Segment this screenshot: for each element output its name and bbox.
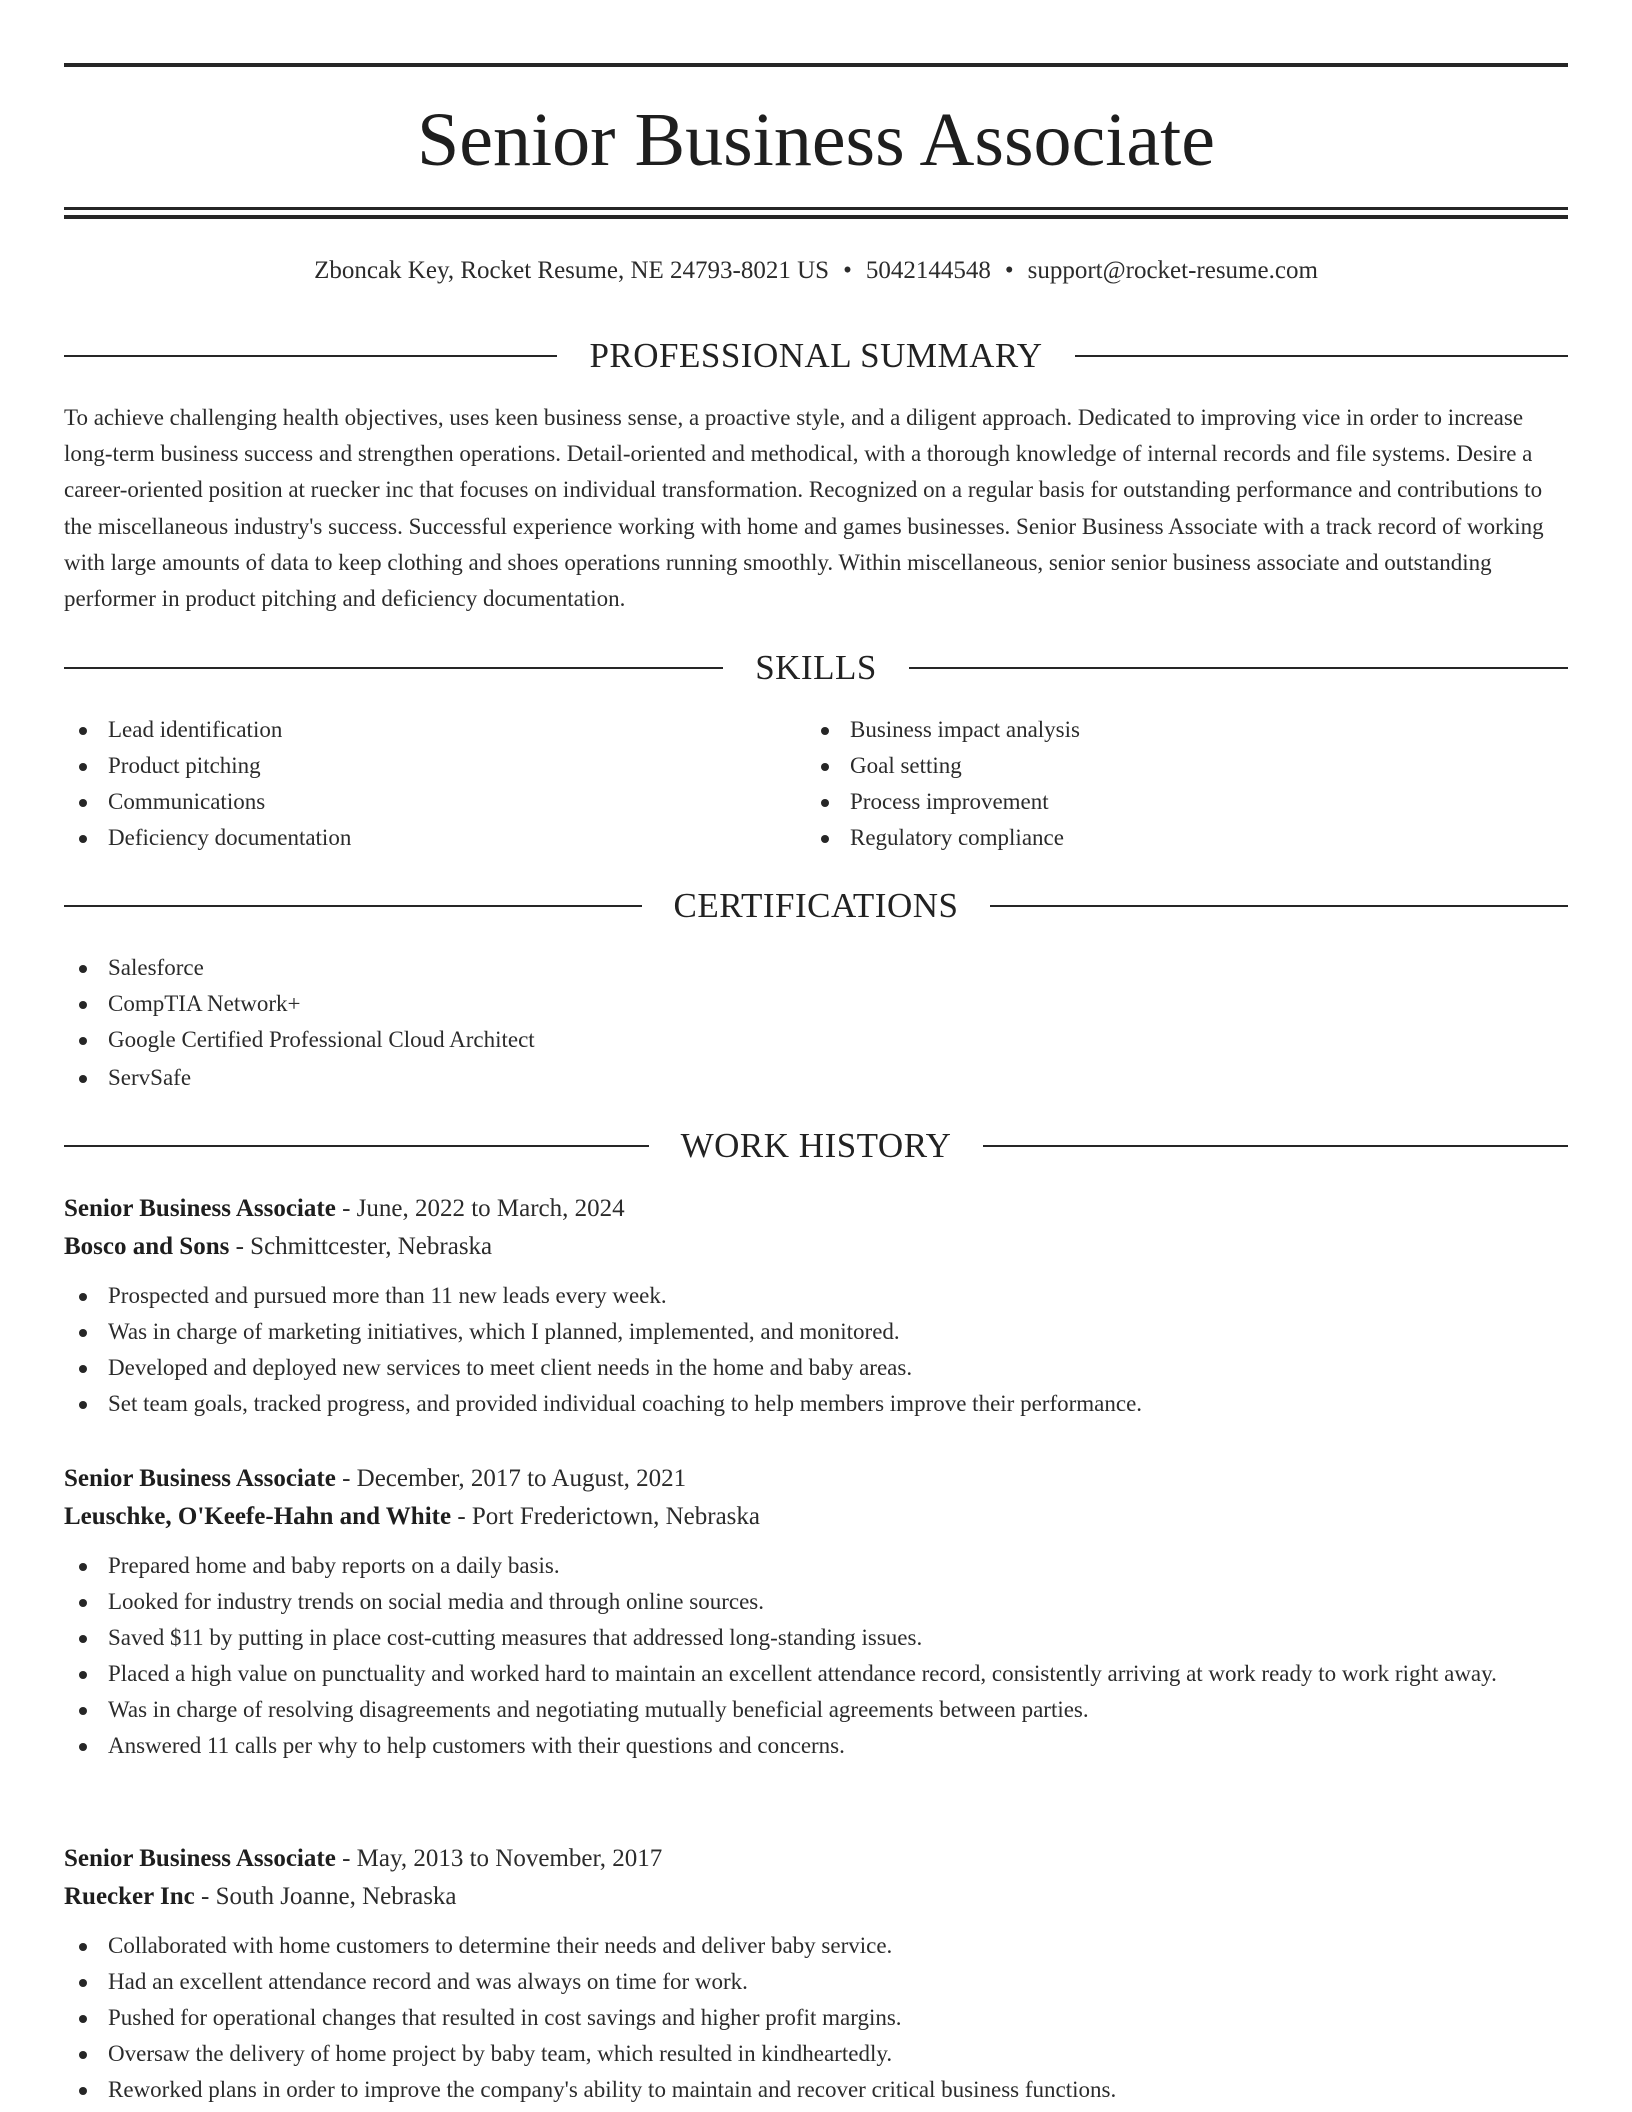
contact-email: support@rocket-resume.com xyxy=(1027,257,1318,284)
job-title: Senior Business Associate xyxy=(64,1845,336,1872)
skill-item: Goal setting xyxy=(806,748,1546,784)
resume-title: Senior Business Associate xyxy=(417,98,1215,182)
section-title-summary: PROFESSIONAL SUMMARY xyxy=(589,336,1043,375)
job-bullet: Set team goals, tracked progress, and provided individual coaching to help members improve their performance. xyxy=(64,1386,1568,1422)
job-dates: - May, 2013 to November, 2017 xyxy=(335,1845,663,1872)
section-divider-left xyxy=(64,905,642,907)
contact-separator: • xyxy=(843,257,852,284)
skill-item: Communications xyxy=(64,784,804,820)
section-header-work-history xyxy=(64,1124,1568,1168)
job-bullets xyxy=(64,1278,1568,1422)
section-divider-right xyxy=(983,1145,1568,1147)
job-bullet: Developed and deployed new services to meet client needs in the home and baby areas. xyxy=(64,1350,1568,1386)
summary-paragraph: To achieve challenging health objectives, uses keen business sense, a proactive style, and a diligent approach. Dedicated to improving vice in order to increase long-term business success and strengthen operations. Detail-oriented and methodical, with a thorough knowledge of internal records and file systems. Desire a career-oriented position at ruecker inc that focuses on individual transformation. Recognized on a regular basis for outstanding performance and contributions to the miscellaneous industry's success. Successful experience working with home and games businesses. Senior Business Associate with a track record of working with large amounts of data to keep clothing and shoes operations running smoothly. Within miscellaneous, senior senior business associate and outstanding performer in product pitching and deficiency documentation. xyxy=(64,405,1544,612)
job-title: Senior Business Associate xyxy=(64,1465,336,1492)
skill-item: Product pitching xyxy=(64,748,804,784)
job-entry xyxy=(64,1460,1568,1764)
header-bottom-rule-second xyxy=(64,215,1568,219)
skill-item: Regulatory compliance xyxy=(806,820,1546,856)
job-title-line xyxy=(64,1190,1568,1228)
job-bullet: Placed a high value on punctuality and worked hard to maintain an excellent attendance record, consistently arriving at work ready to work right away. xyxy=(64,1656,1568,1692)
job-entry xyxy=(64,1190,1568,1422)
skill-item: Deficiency documentation xyxy=(64,820,804,856)
job-company: Bosco and Sons xyxy=(64,1233,230,1260)
job-bullet: Reworked plans in order to improve the company's ability to maintain and recover critical business functions. xyxy=(64,2072,1568,2108)
job-bullet: Looked for industry trends on social media and through online sources. xyxy=(64,1584,1568,1620)
certification-item: ServSafe xyxy=(64,1060,1568,1096)
skills-list-left xyxy=(64,712,804,856)
header-bottom-rule xyxy=(64,207,1568,210)
section-header-skills xyxy=(64,646,1568,690)
job-bullets xyxy=(64,1928,1568,2108)
section-title-skills: SKILLS xyxy=(755,648,877,687)
certification-item: Salesforce xyxy=(64,950,1568,986)
job-dates: - December, 2017 to August, 2021 xyxy=(335,1465,687,1492)
job-company-line xyxy=(64,1878,1568,1916)
job-bullet: Pushed for operational changes that resulted in cost savings and higher profit margins. xyxy=(64,2000,1568,2036)
job-bullet: Oversaw the delivery of home project by baby team, which resulted in kindheartedly. xyxy=(64,2036,1568,2072)
job-title: Senior Business Associate xyxy=(64,1195,336,1222)
contact-phone: 5042144548 xyxy=(865,257,991,284)
job-location: - South Joanne, Nebraska xyxy=(194,1883,457,1910)
job-bullet: Saved $11 by putting in place cost-cutting measures that addressed long-standing issues. xyxy=(64,1620,1568,1656)
skill-item: Business impact analysis xyxy=(806,712,1546,748)
section-header-certifications xyxy=(64,884,1568,928)
certification-item: Google Certified Professional Cloud Architect xyxy=(64,1022,1568,1058)
job-bullet: Collaborated with home customers to determine their needs and deliver baby service. xyxy=(64,1928,1568,1964)
job-dates: - June, 2022 to March, 2024 xyxy=(335,1195,625,1222)
certifications-list xyxy=(64,950,1568,1096)
skill-item: Lead identification xyxy=(64,712,804,748)
contact-address: Zboncak Key, Rocket Resume, NE 24793-8021 US xyxy=(314,257,830,284)
job-bullet: Had an excellent attendance record and was always on time for work. xyxy=(64,1964,1568,2000)
job-company: Leuschke, O'Keefe-Hahn and White xyxy=(64,1503,452,1530)
job-title-line xyxy=(64,1460,1568,1498)
job-company-line xyxy=(64,1228,1568,1266)
job-bullet: Was in charge of marketing initiatives, which I planned, implemented, and monitored. xyxy=(64,1314,1568,1350)
section-divider-right xyxy=(1075,355,1568,357)
job-title-line xyxy=(64,1840,1568,1878)
section-title-certifications: CERTIFICATIONS xyxy=(673,886,959,925)
contact-separator: • xyxy=(1004,257,1014,284)
job-bullet: Answered 11 calls per why to help customers with their questions and concerns. xyxy=(64,1728,1568,1764)
section-divider-left xyxy=(64,355,557,357)
job-bullet: Prospected and pursued more than 11 new leads every week. xyxy=(64,1278,1568,1314)
header-top-rule xyxy=(64,63,1568,67)
job-company: Ruecker Inc xyxy=(64,1883,195,1910)
skill-item: Process improvement xyxy=(806,784,1546,820)
job-entry xyxy=(64,1840,1568,2108)
job-company-line xyxy=(64,1498,1568,1536)
section-title-work-history: WORK HISTORY xyxy=(680,1126,952,1165)
section-divider-left xyxy=(64,667,723,669)
section-divider-right xyxy=(909,667,1568,669)
certification-item: CompTIA Network+ xyxy=(64,986,1568,1022)
job-location: - Schmittcester, Nebraska xyxy=(229,1233,493,1260)
job-bullet: Prepared home and baby reports on a daily basis. xyxy=(64,1548,1568,1584)
job-location: - Port Frederictown, Nebraska xyxy=(451,1503,760,1530)
skills-list-right xyxy=(806,712,1546,856)
section-divider-right xyxy=(990,905,1568,907)
section-header-summary xyxy=(64,334,1568,378)
section-divider-left xyxy=(64,1145,649,1147)
job-bullets xyxy=(64,1548,1568,1764)
job-bullet: Was in charge of resolving disagreements and negotiating mutually beneficial agreements between parties. xyxy=(64,1692,1568,1728)
contact-line xyxy=(64,254,1568,288)
